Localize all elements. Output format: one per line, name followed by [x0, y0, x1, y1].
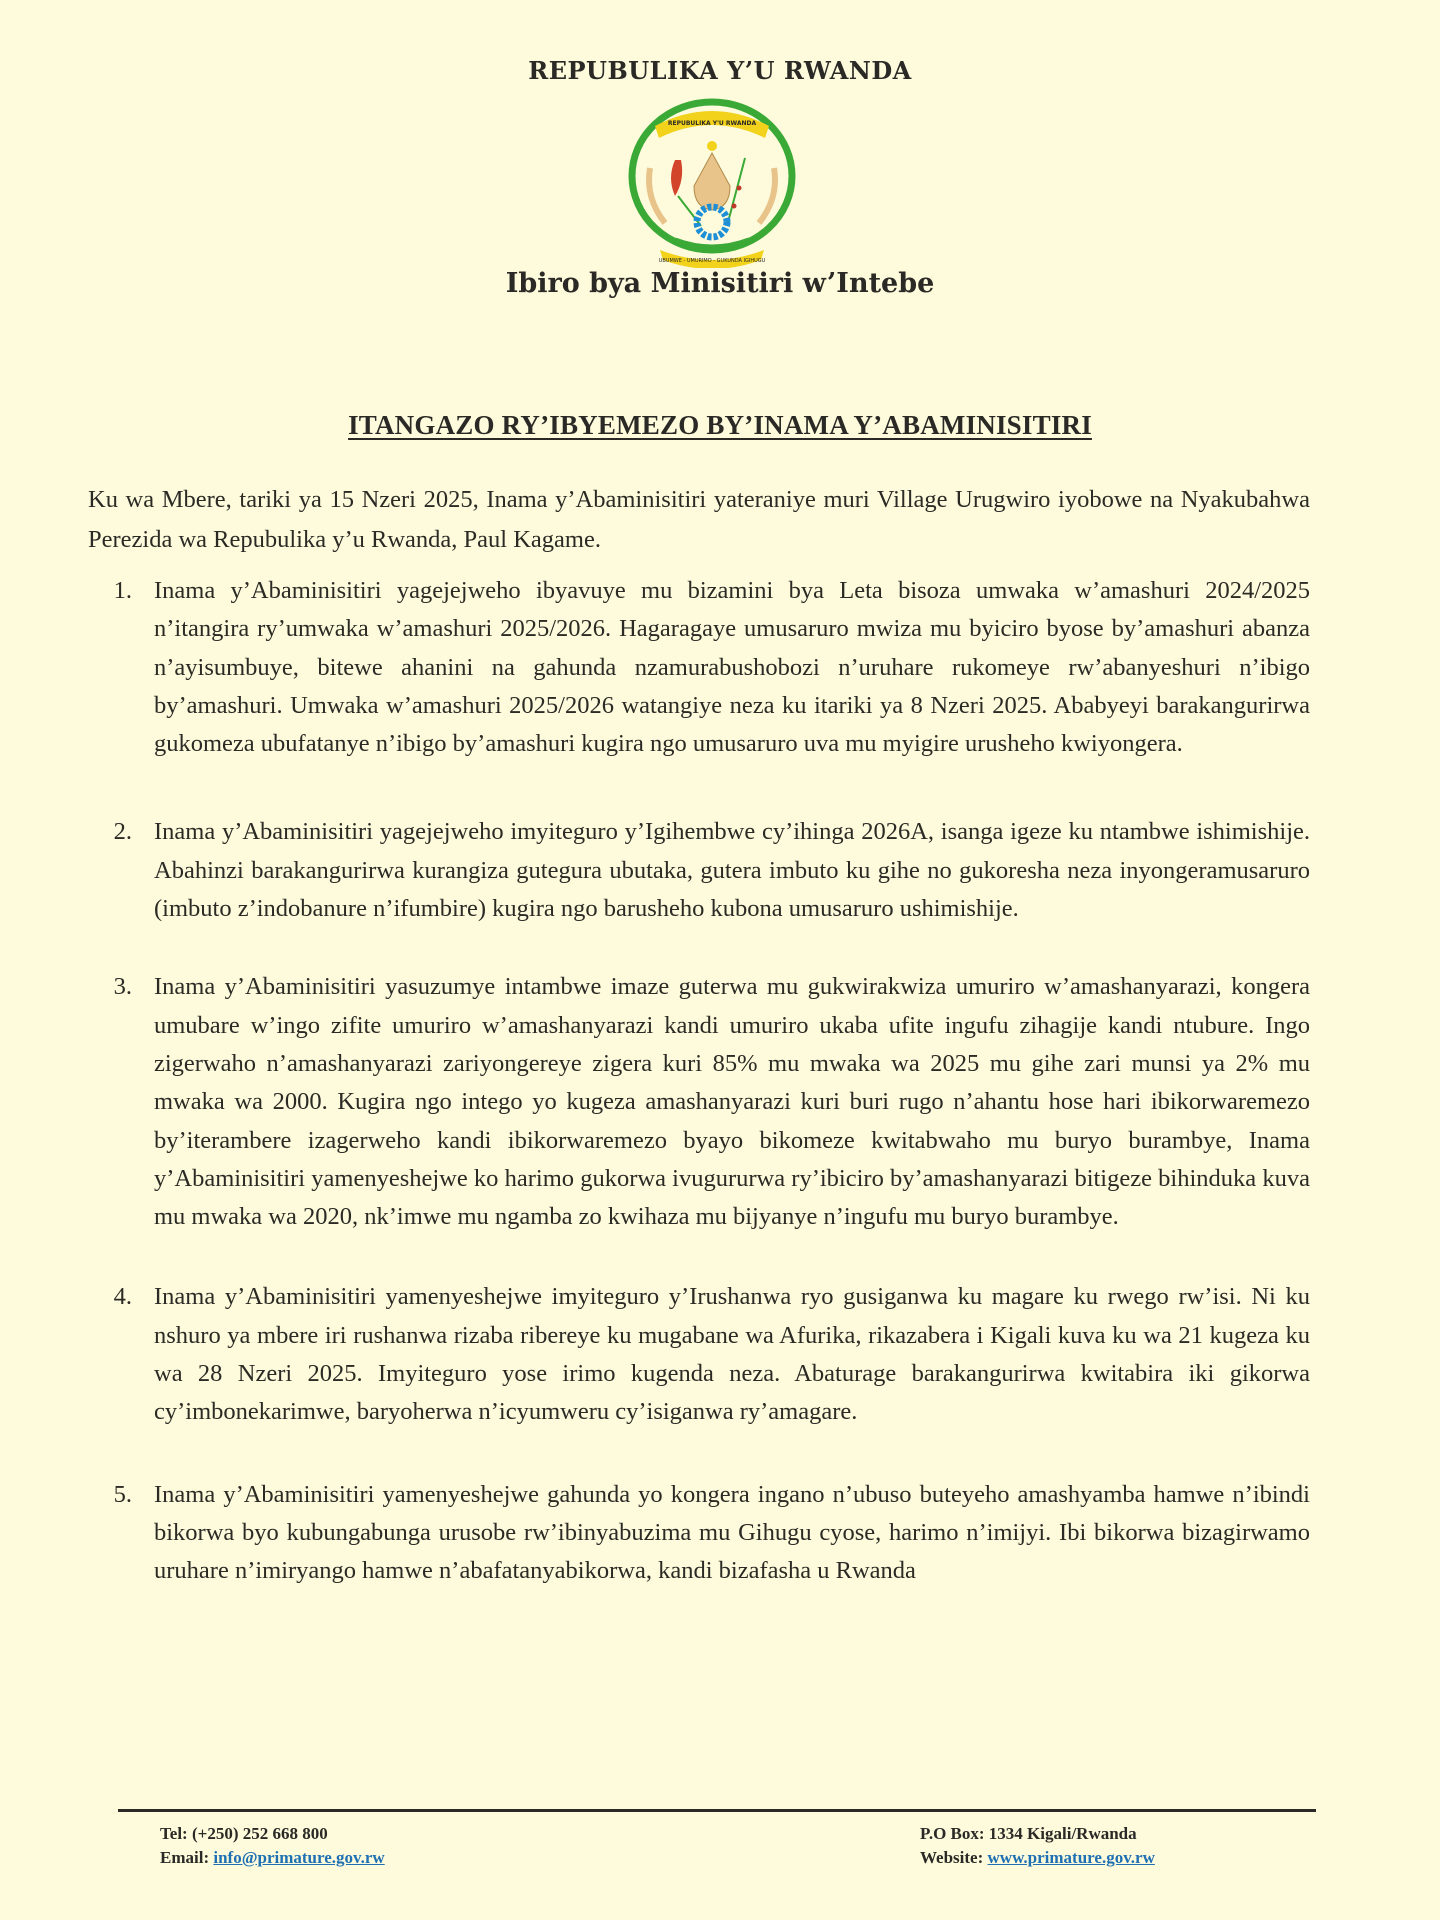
footer-divider [118, 1809, 1316, 1812]
country-heading: REPUBULIKA Y’U RWANDA [528, 56, 912, 85]
website-label: Website: [920, 1848, 984, 1867]
seal-coffee-berry [737, 186, 742, 191]
decisions-list [88, 572, 1310, 1591]
rwanda-coat-of-arms-seal [615, 98, 810, 268]
website-link[interactable]: www.primature.gov.rw [987, 1848, 1155, 1867]
email-link[interactable]: info@primature.gov.rw [213, 1848, 385, 1867]
seal-right-wreath [759, 168, 775, 223]
decision-item [88, 813, 1310, 928]
seal-top-text: REPUBULIKA Y'U RWANDA [667, 120, 757, 127]
seal-motto: UBUMWE - UMURIMO - GUKUNDA IGIHUGU [658, 258, 766, 264]
document-title [0, 410, 1440, 441]
item-text: Inama y’Abaminisitiri yamenyeshejwe gahunda yo kongera ingano n’ubuso buteyeho amashyamba hamwe n’ibindi bikorwa byo kubungabunga urusobe rw’ibinyabuzima mu Gihugu cyose, harimo n’imijyi. Ibi bikorwa bizagirwamo uruhare n’imiryango hamwe n’abafatanyabikorwa, kandi bizafasha u Rwanda [154, 1480, 1310, 1585]
footer-website [920, 1846, 1155, 1870]
footer-email [160, 1846, 385, 1870]
seal-coffee-berry [732, 204, 737, 209]
item-number: 4. [113, 1283, 132, 1311]
email-label: Email: [160, 1848, 210, 1867]
seal-sorghum [671, 160, 682, 196]
pobox-label: P.O Box: [920, 1824, 985, 1843]
decision-item [88, 1278, 1310, 1431]
seal-sun [707, 141, 717, 151]
seal-knot [675, 240, 749, 247]
item-text: Inama y’Abaminisitiri yasuzumye intambwe imaze guterwa mu gukwirakwiza umuriro w’amashanyarazi, kongera umubare w’ingo zifite umuriro w’amashanyarazi kandi umuriro ukaba ufite ingufu zihagije kandi ntubure. Ingo zigerwaho n’amashanyarazi zariyongereye zigera kuri 85% mu mwaka wa 2025 mu gihe zari munsi ya 2% mu mwaka wa 2000. Kugira ngo intego yo kugeza amashanyarazi kuri buri rugo n’ahantu hose hari ibikorwaremezo by’iterambere izagerweho kandi ibikorwaremezo byayo bikomeze kwitabwaho mu buryo burambye, Inama y’Abaminisitiri yamenyeshejwe ko harimo gukorwa ivugururwa ry’ibiciro by’amashanyarazi bitigeze bihinduka kuva mu mwaka wa 2020, nk’imwe mu ngamba zo kwihaza mu bijyanye n’ingufu mu buryo burambye. [154, 973, 1310, 1231]
item-text: Inama y’Abaminisitiri yagejejweho imyiteguro y’Igihembwe cy’ihinga 2026A, isanga igeze ku ntambwe ishimishije. Abahinzi barakangurirwa kurangiza gutegura ubutaka, gutera imbuto ku gihe no gukoresha neza inyongeramusaruro (imbuto z’indobanure n’ifumbire) kugira ngo barusheho kubona umusaruro ushimishije. [154, 818, 1310, 923]
footer-tel [160, 1822, 385, 1846]
item-number: 3. [113, 973, 132, 1001]
seal-basket [694, 153, 730, 210]
office-heading: Ibiro bya Minisitiri w’Intebe [505, 268, 935, 299]
intro-paragraph: Ku wa Mbere, tariki ya 15 Nzeri 2025, Inama y’Abaminisitiri yateraniye muri Village Urugwiro iyobowe na Nyakubahwa Perezida wa Repubulika y’u Rwanda, Paul Kagame. [88, 486, 1310, 553]
decision-item [88, 572, 1310, 763]
item-number: 5. [113, 1480, 132, 1508]
seal-gear [697, 207, 727, 237]
footer-pobox [920, 1822, 1155, 1846]
decision-item [88, 1476, 1310, 1591]
decision-item [88, 968, 1310, 1236]
item-number: 1. [113, 577, 132, 604]
item-text: Inama y’Abaminisitiri yagejejweho ibyavuye mu bizamini bya Leta bisoza umwaka w’amashuri 2024/2025 n’itangira ry’umwaka w’amashuri 2025/2026. Hagaragaye umusaruro mwiza mu byiciro byose by’amashuri abanza n’ayisumbuye, bitewe ahanini na gahunda nzamurabushobozi n’uruhare rukomeye rw’abanyeshuri n’ibigo by’amashuri. Umwaka w’amashuri 2025/2026 watangiye neza ku itariki ya 8 Nzeri 2025. Ababyeyi barakangurirwa gukomeza ubufatanye n’ibigo by’amashuri kugira ngo umusaruro uva mu myigire urusheho kwiyongera. [154, 577, 1310, 758]
tel-value: (+250) 252 668 800 [191, 1824, 328, 1843]
pobox-value: 1334 Kigali/Rwanda [988, 1824, 1137, 1843]
footer-contact [160, 1822, 385, 1870]
seal-left-wreath [649, 168, 665, 223]
item-number: 2. [113, 818, 132, 846]
document-title-text: ITANGAZO RY’IBYEMEZO BY’INAMA Y’ABAMINISITIRI [348, 410, 1092, 440]
item-text: Inama y’Abaminisitiri yamenyeshejwe imyiteguro y’Irushanwa ryo gusiganwa ku magare ku rwego rw’isi. Ni ku nshuro ya mbere iri rushanwa rizaba ribereye ku mugabane wa Afurika, rikazabera i Kigali kuva ku wa 21 kugeza ku wa 28 Nzeri 2025. Imyiteguro yose irimo kugenda neza. Abaturage barakangurirwa kwitabira iki gikorwa cy’imbonekarimwe, baryoherwa n’icyumweru cy’isiganwa ry’amagare. [154, 1283, 1310, 1426]
footer-address [920, 1822, 1155, 1870]
tel-label: Tel: [160, 1824, 188, 1843]
